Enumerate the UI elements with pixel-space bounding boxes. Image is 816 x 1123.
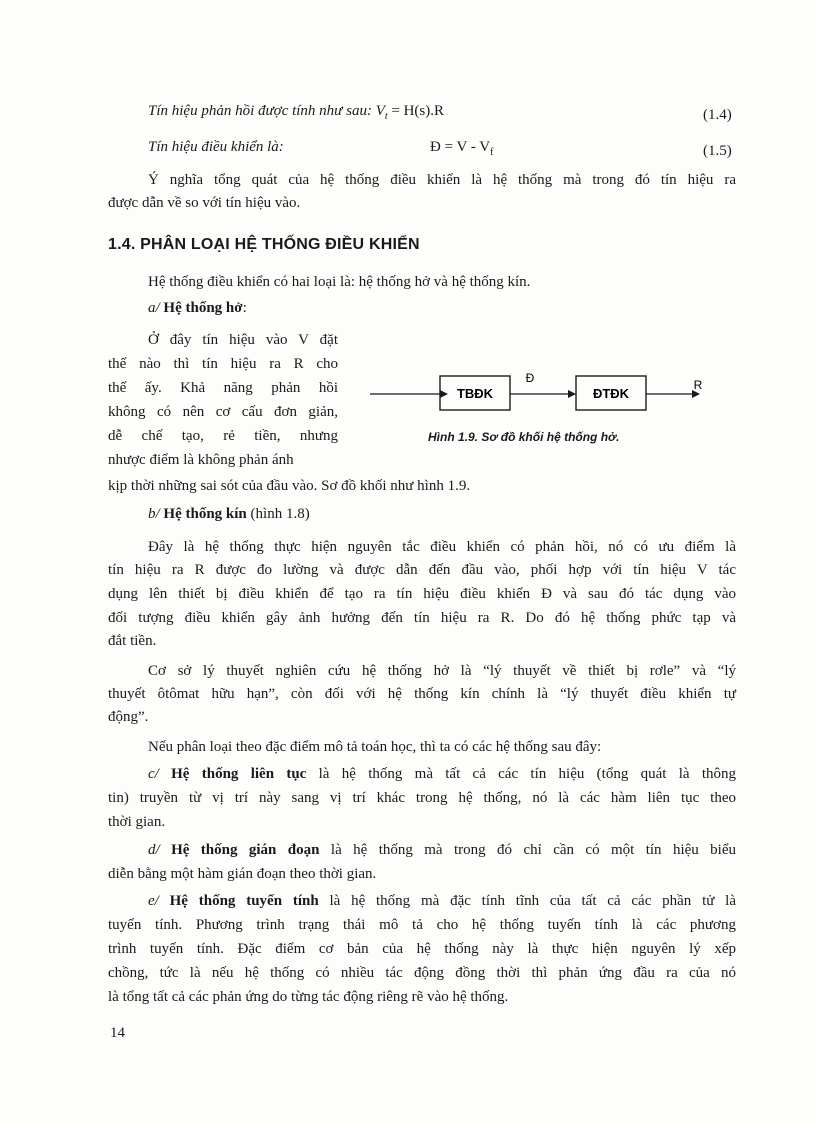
paragraph-line: thời gian. xyxy=(108,814,166,830)
paragraph-line: không có nên cơ cấu đơn giản, xyxy=(108,404,338,420)
paragraph-line: Nếu phân loại theo đặc điểm mô tả toán học, thì ta có các hệ thống sau đây: xyxy=(148,739,602,755)
paragraph-line: tín hiệu ra R được đo lường và được dẫn đến đầu vào, phối hợp với tín hiệu V tác xyxy=(108,562,736,578)
arrow-head xyxy=(440,390,448,398)
paragraph-line: thuyết ôtômat hữu hạn”, còn đối với hệ thống kín chính là “lý thuyết điều khiển tự xyxy=(108,686,736,702)
equation-number-1-4: (1.4) xyxy=(703,107,732,123)
block-diagram xyxy=(360,362,710,422)
paragraph-line: thế ấy. Khả năng phản hồi xyxy=(108,380,338,396)
paragraph-line: được dẫn về so với tín hiệu vào. xyxy=(108,195,301,211)
closed-system-heading: b/ Hệ thống kín (hình 1.8) xyxy=(148,506,310,522)
control-signal-label: Đ xyxy=(525,371,535,385)
paragraph-line: dễ chế tạo, rẻ tiền, nhưng xyxy=(108,428,338,444)
paragraph-line: chồng, tức là nếu hệ thống có nhiều tác động đồng thời thì phản ứng đầu ra của nó xyxy=(108,965,736,981)
open-system-heading: a/ Hệ thống hở: xyxy=(148,300,247,316)
section-heading: 1.4. PHÂN LOẠI HỆ THỐNG ĐIỀU KHIỂN xyxy=(108,236,420,253)
equation-1-4: Tín hiệu phản hồi được tính như sau: $V_t = H(s).R$ xyxy=(148,103,445,122)
equation-1-5-label: Tín hiệu điều khiển là: xyxy=(148,139,284,155)
figure-caption: Hình 1.9. Sơ đồ khối hệ thống hở. xyxy=(428,430,620,444)
paragraph-line: động”. xyxy=(108,709,149,725)
output-signal-label: R xyxy=(693,378,703,392)
paragraph-line: tin) truyền từ vị trí này sang vị trí khác trong hệ thống, nó là các hàm liên tục theo xyxy=(108,790,736,806)
linear-system-line: e/ Hệ thống tuyến tính là hệ thống mà đặc tính tĩnh của tất cả các phần tử là xyxy=(148,893,736,909)
paragraph-line: đắt tiền. xyxy=(108,633,157,649)
paragraph-line: Đây là hệ thống thực hiện nguyên tắc điều khiển có phản hồi, nó có ưu điểm là xyxy=(148,539,736,555)
paragraph-line: Ở đây tín hiệu vào V đặt xyxy=(148,332,338,348)
paragraph-line: kịp thời những sai sót của đầu vào. Sơ đồ khối như hình 1.9. xyxy=(108,478,471,494)
paragraph-line: Cơ sở lý thuyết nghiên cứu hệ thống hở là “lý thuyết về thiết bị rơle” và “lý xyxy=(148,663,736,679)
arrow-head xyxy=(568,390,576,398)
paragraph-line: là tổng tất cả các phản ứng do từng tác động riêng rẽ vào hệ thống. xyxy=(108,989,509,1005)
paragraph-line: tuyến tính. Phương trình trạng thái mô tả cho hệ thống tuyến tính là các phương xyxy=(108,917,736,933)
continuous-system-line: c/ Hệ thống liên tục là hệ thống mà tất cả các tín hiệu (tổng quát là thông xyxy=(148,766,737,782)
equation-number-1-5: (1.5) xyxy=(703,143,732,159)
dtdk-label: ĐTĐK xyxy=(592,386,630,401)
paragraph-line: dụng lên thiết bị điều khiển để tạo ra tín hiệu điều khiển Đ và sau đó tác dụng vào xyxy=(108,586,736,602)
paragraph-line: đối tượng điều khiển gây ảnh hưởng đến tín hiệu ra R. Do đó hệ thống phức tạp và xyxy=(108,610,736,626)
tbdk-label: TBĐK xyxy=(456,386,494,401)
intro-text: Hệ thống điều khiển có hai loại là: hệ thống hở và hệ thống kín. xyxy=(148,274,531,290)
page-number: 14 xyxy=(110,1025,125,1041)
paragraph-line: diễn bằng một hàm gián đoạn theo thời gian. xyxy=(108,866,377,882)
discrete-system-line: d/ Hệ thống gián đoạn là hệ thống mà trong đó chỉ cần có một tín hiệu biểu xyxy=(148,842,737,858)
paragraph-line: trình tuyến tính. Đặc điểm cơ bản của hệ thống này là thực hiện nguyên lý xếp xyxy=(108,941,736,957)
equation-1-5-formula: Đ = V - $V_f$ xyxy=(430,139,494,158)
paragraph-line: Ý nghĩa tổng quát của hệ thống điều khiển là hệ thống mà trong đó tín hiệu ra xyxy=(148,172,736,188)
paragraph-line: thế nào thì tín hiệu ra R cho xyxy=(108,356,338,372)
paragraph-line: nhược điểm là không phản ánh xyxy=(108,452,294,468)
